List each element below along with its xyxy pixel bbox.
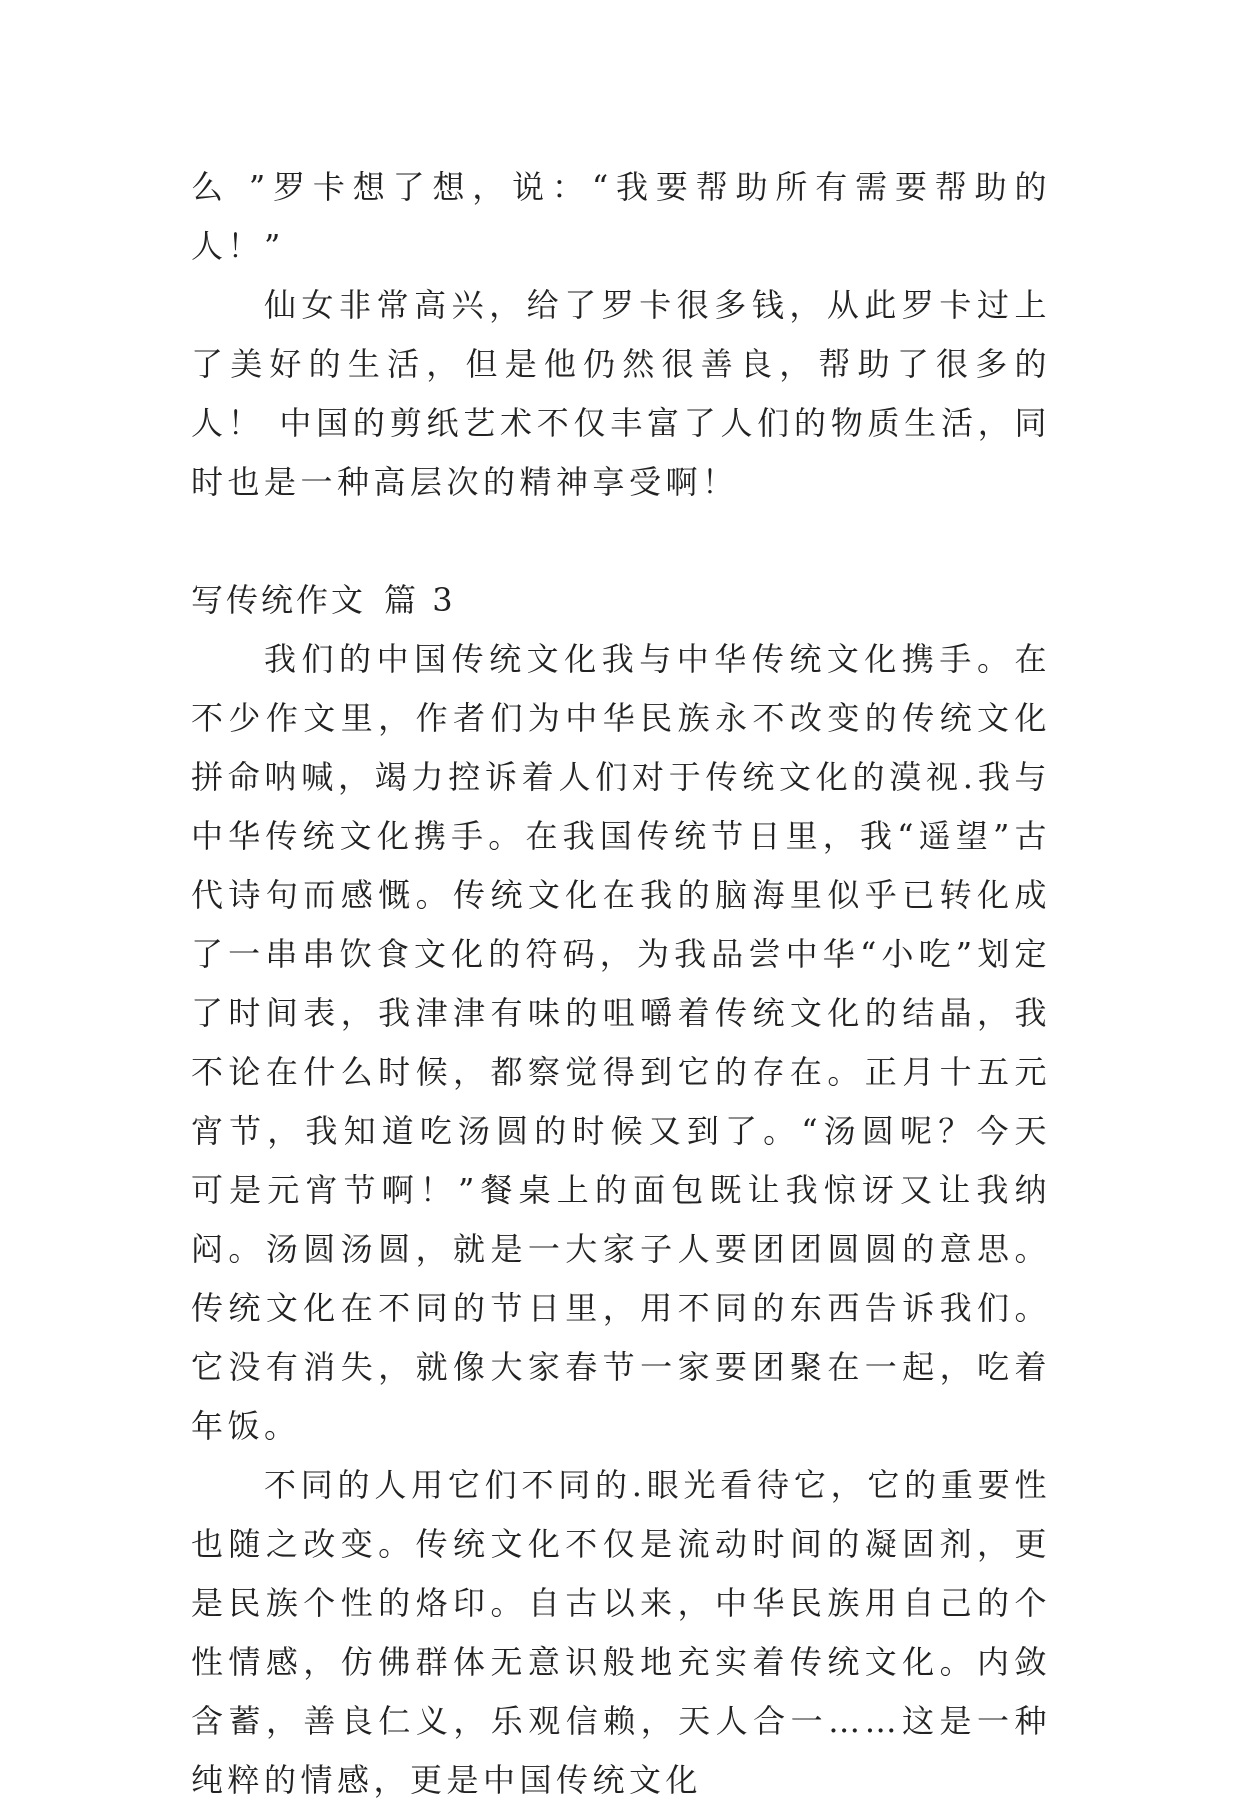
paragraph-tradition-1: 我们的中国传统文化我与中华传统文化携手。在不少作文里，作者们为中华民族永不改变的传统文化拼命呐喊，竭力控诉着人们对于传统文化的漠视.我与中华传统文化携手。在我国传统节日里，我“遥望”古代诗句而感慨。传统文化在我的脑海里似乎已转化成了一串串饮食文化的符码，为我品尝中华“小吃”划定了时间表，我津津有味的咀嚼着传统文化的结晶，我不论在什么时候，都察觉得到它的存在。正月十五元宵节，我知道吃汤圆的时候又到了。“汤圆呢？今天可是元宵节啊！”餐桌上的面包既让我惊讶又让我纳闷。汤圆汤圆，就是一大家子人要团团圆圆的意思。传统文化在不同的节日里，用不同的东西告诉我们。它没有消失，就像大家春节一家要团聚在一起，吃着年饭。 <box>191 640 1051 1445</box>
section-number: 篇 3 <box>384 581 456 619</box>
paragraph-tradition-2: 不同的人用它们不同的.眼光看待它，它的重要性也随之改变。传统文化不仅是流动时间的凝固剂，更是民族个性的烙印。自古以来，中华民族用自己的个性情感，仿佛群体无意识般地充实着传统文化。内敛含蓄，善良仁义，乐观信赖，天人合一……这是一种纯粹的情感，更是中国传统文化 <box>191 1466 1051 1799</box>
document-body <box>191 158 1051 1810</box>
paragraph-fairy-ending: 仙女非常高兴，给了罗卡很多钱，从此罗卡过上了美好的生活，但是他仍然很善良，帮助了很多的人！ 中国的剪纸艺术不仅丰富了人们的物质生活，同时也是一种高层次的精神享受啊！ <box>191 286 1051 501</box>
section-title: 写传统作文 <box>191 581 367 619</box>
section-heading <box>191 571 1051 630</box>
paragraph-continued: 么 ”罗卡想了想，说：“我要帮助所有需要帮助的人！” <box>191 168 1051 265</box>
